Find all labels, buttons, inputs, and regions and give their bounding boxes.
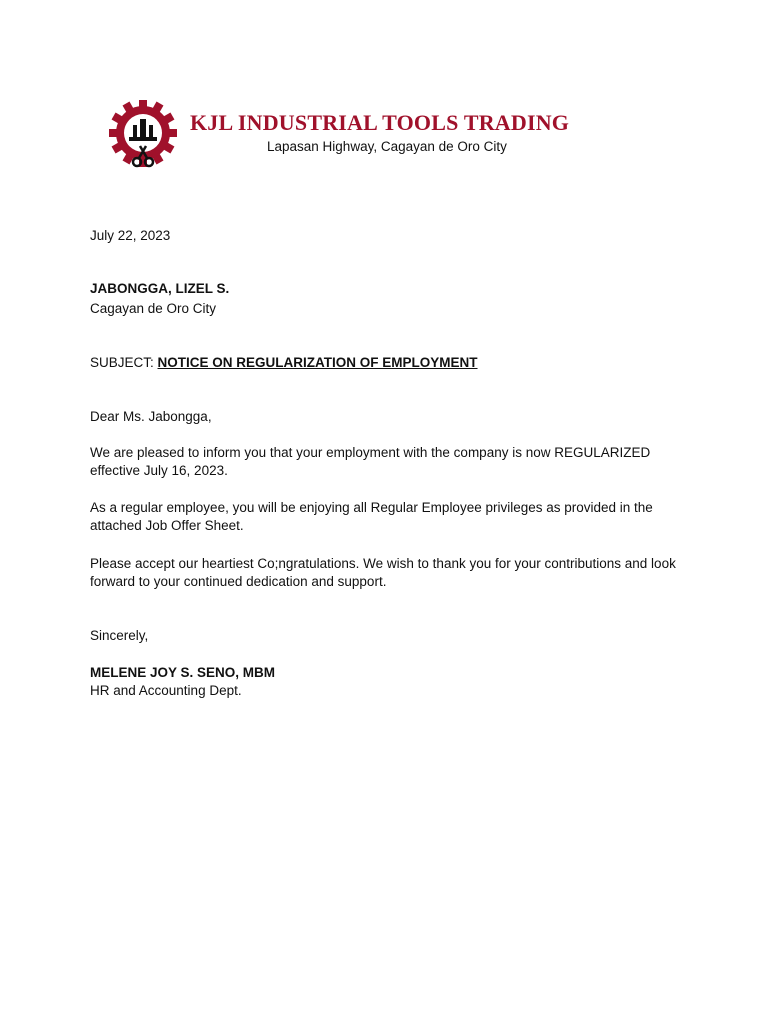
signatory-dept: HR and Accounting Dept. bbox=[90, 683, 242, 698]
subject-text: NOTICE ON REGULARIZATION OF EMPLOYMENT bbox=[157, 355, 478, 370]
subject-line bbox=[90, 354, 478, 372]
company-logo-icon bbox=[106, 100, 180, 168]
recipient-city: Cagayan de Oro City bbox=[90, 301, 217, 316]
paragraph-congratulations: Please accept our heartiest Co;ngratulations. We wish to thank you for your contributions and look forward to your continued dedication and support. bbox=[90, 556, 676, 589]
closing: Sincerely, bbox=[90, 628, 149, 643]
signatory-name: MELENE JOY S. SENO, MBM bbox=[90, 665, 276, 680]
subject-label: SUBJECT: bbox=[90, 355, 158, 370]
paragraph-privileges: As a regular employee, you will be enjoying all Regular Employee privileges as provided in the attached Job Offer Sheet. bbox=[90, 500, 653, 533]
letter-date: July 22, 2023 bbox=[90, 228, 171, 243]
company-name: KJL INDUSTRIAL TOOLS TRADING bbox=[190, 110, 570, 135]
recipient-name: JABONGGA, LIZEL S. bbox=[90, 281, 230, 296]
company-address: Lapasan Highway, Cagayan de Oro City bbox=[267, 139, 507, 154]
salutation: Dear Ms. Jabongga, bbox=[90, 409, 212, 424]
paragraph-regularized: We are pleased to inform you that your employment with the company is now REGULARIZED effective July 16, 2023. bbox=[90, 445, 651, 478]
